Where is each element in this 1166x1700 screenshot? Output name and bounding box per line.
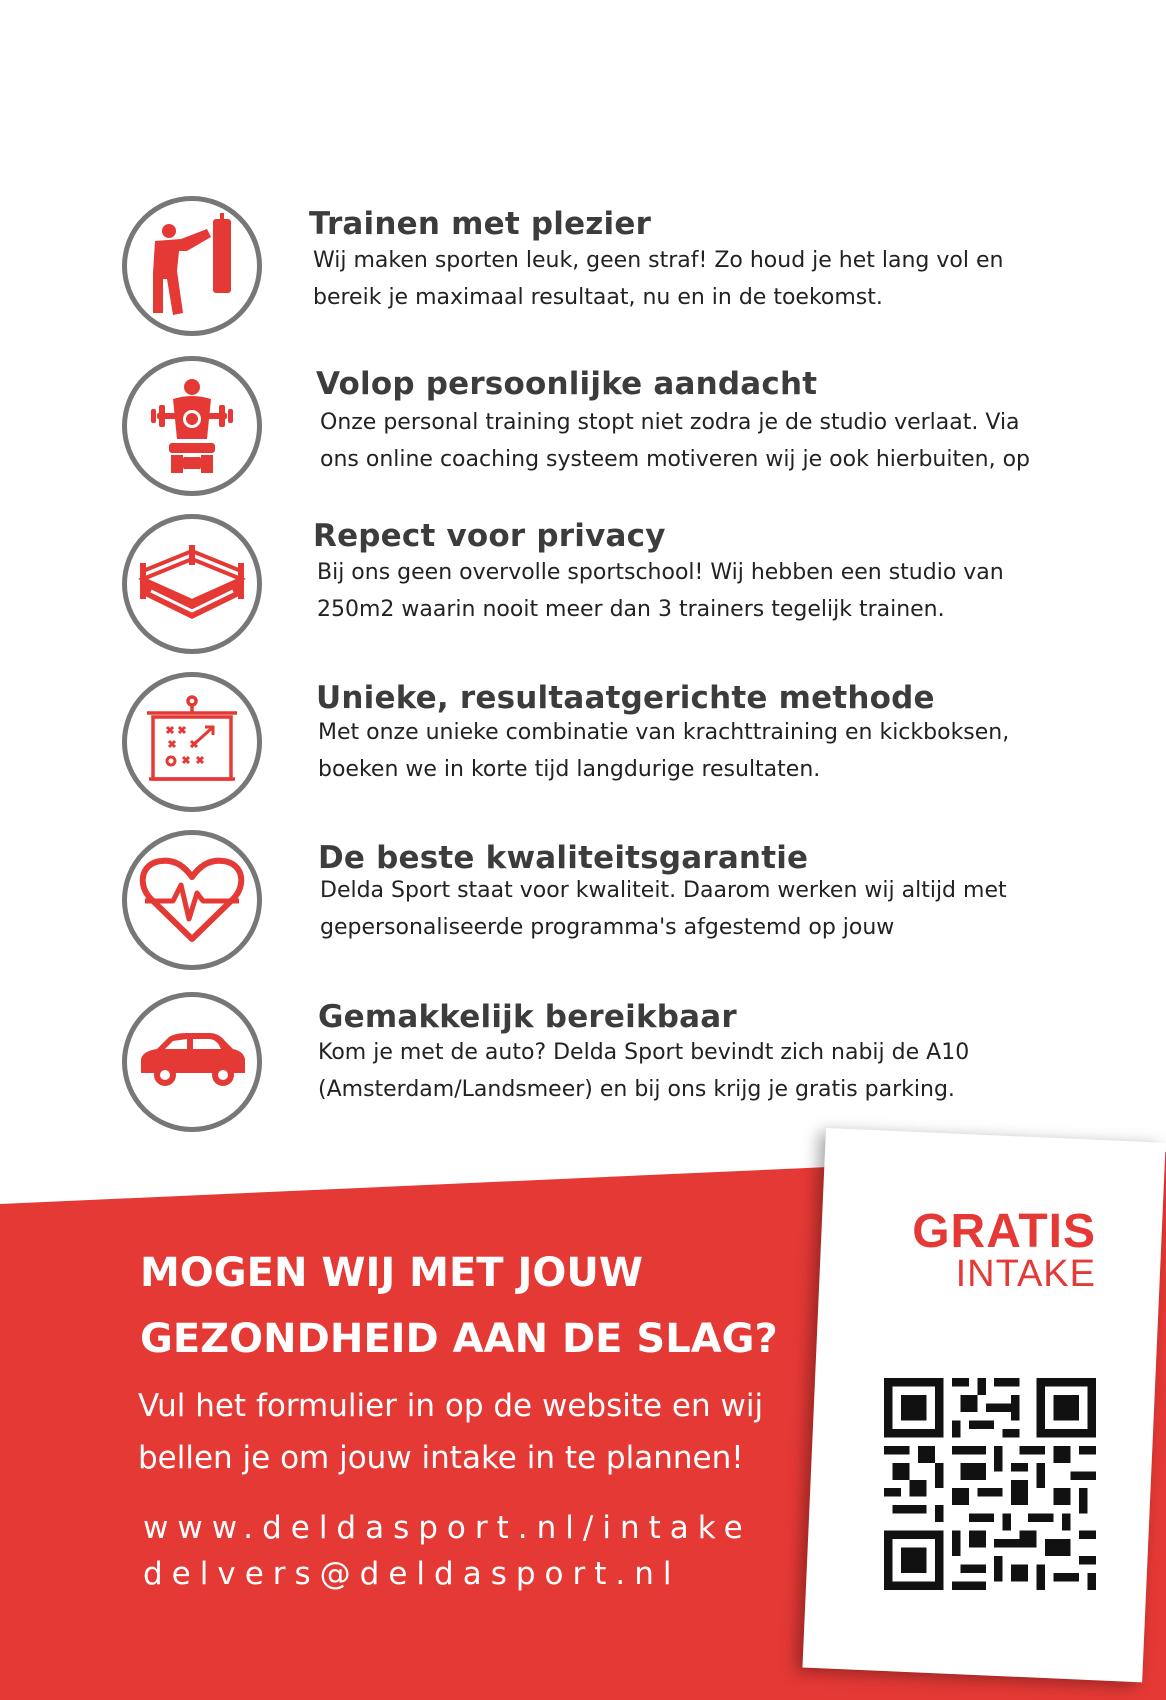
feature-title: Gemakkelijk bereikbaar [318, 999, 737, 1035]
description-line: Wij maken sporten leuk, geen straf! Zo houd je het lang vol en [313, 248, 1004, 273]
description-line: Delda Sport staat voor kwaliteit. Daarom werken wij altijd met [320, 878, 1007, 903]
email-link[interactable]: delvers@deldasport.nl [143, 1556, 681, 1592]
description-line: 250m2 waarin nooit meer dan 3 trainers tegelijk trainen. [317, 597, 945, 622]
description-line: gepersonaliseerde programma's afgestemd op jouw [320, 915, 895, 940]
feature-title: Trainen met plezier [309, 206, 652, 242]
description-line: ons online coaching systeem motiveren wij je ook hierbuiten, op [320, 447, 1031, 472]
feature-item [0, 356, 1166, 506]
cta-heading-line: MOGEN WIJ MET JOUW [140, 1250, 644, 1296]
feature-title: Unieke, resultaatgerichte methode [316, 680, 935, 716]
website-link[interactable]: www.deldasport.nl/intake [143, 1510, 752, 1546]
cta-heading [140, 1240, 780, 1372]
car-icon [127, 997, 257, 1127]
icon-circle [122, 196, 262, 336]
feature-item [0, 514, 1166, 664]
description-line: Met onze unieke combinatie van krachttraining en kickboksen, [318, 720, 1010, 745]
description-line: Onze personal training stopt niet zodra je de studio verlaat. Via [320, 410, 1020, 435]
feature-item [0, 196, 1166, 346]
boxing-ring-icon [127, 519, 257, 649]
feature-item [0, 672, 1166, 822]
gratis-label: GRATIS [912, 1205, 1096, 1258]
qr-code-icon[interactable] [884, 1378, 1096, 1590]
cta-text-line: Vul het formulier in op de website en wij [138, 1388, 764, 1424]
strategy-board-icon [127, 677, 257, 807]
feature-description [320, 404, 1080, 478]
feature-item [0, 992, 1166, 1142]
description-line: boeken we in korte tijd langdurige resultaten. [318, 757, 821, 782]
feature-description [320, 872, 1080, 946]
feature-title: De beste kwaliteitsgarantie [318, 840, 809, 876]
cta-heading-line: GEZONDHEID AAN DE SLAG? [140, 1316, 778, 1362]
feature-description [318, 1034, 1078, 1108]
icon-circle [122, 356, 262, 496]
icon-circle [122, 514, 262, 654]
feature-description [317, 554, 1077, 628]
feature-title: Volop persoonlijke aandacht [316, 366, 818, 402]
feature-description [318, 714, 1078, 788]
description-line: bereik je maximaal resultaat, nu en in de toekomst. [313, 285, 883, 310]
kickboxing-icon [127, 201, 257, 331]
personal-trainer-icon [127, 361, 257, 491]
description-line: Bij ons geen overvolle sportschool! Wij hebben een studio van [317, 560, 1004, 585]
cta-text-line: bellen je om jouw intake in te plannen! [138, 1440, 744, 1476]
description-line: (Amsterdam/Landsmeer) en bij ons krijg je gratis parking. [318, 1077, 955, 1102]
intake-label: INTAKE [955, 1253, 1096, 1295]
feature-title: Repect voor privacy [313, 518, 666, 554]
icon-circle [122, 830, 262, 970]
feature-description [313, 242, 1073, 316]
heartbeat-icon [127, 835, 257, 965]
icon-circle [122, 672, 262, 812]
cta-text [138, 1380, 818, 1484]
description-line: Kom je met de auto? Delda Sport bevindt zich nabij de A10 [318, 1040, 970, 1065]
feature-item [0, 830, 1166, 980]
icon-circle [122, 992, 262, 1132]
